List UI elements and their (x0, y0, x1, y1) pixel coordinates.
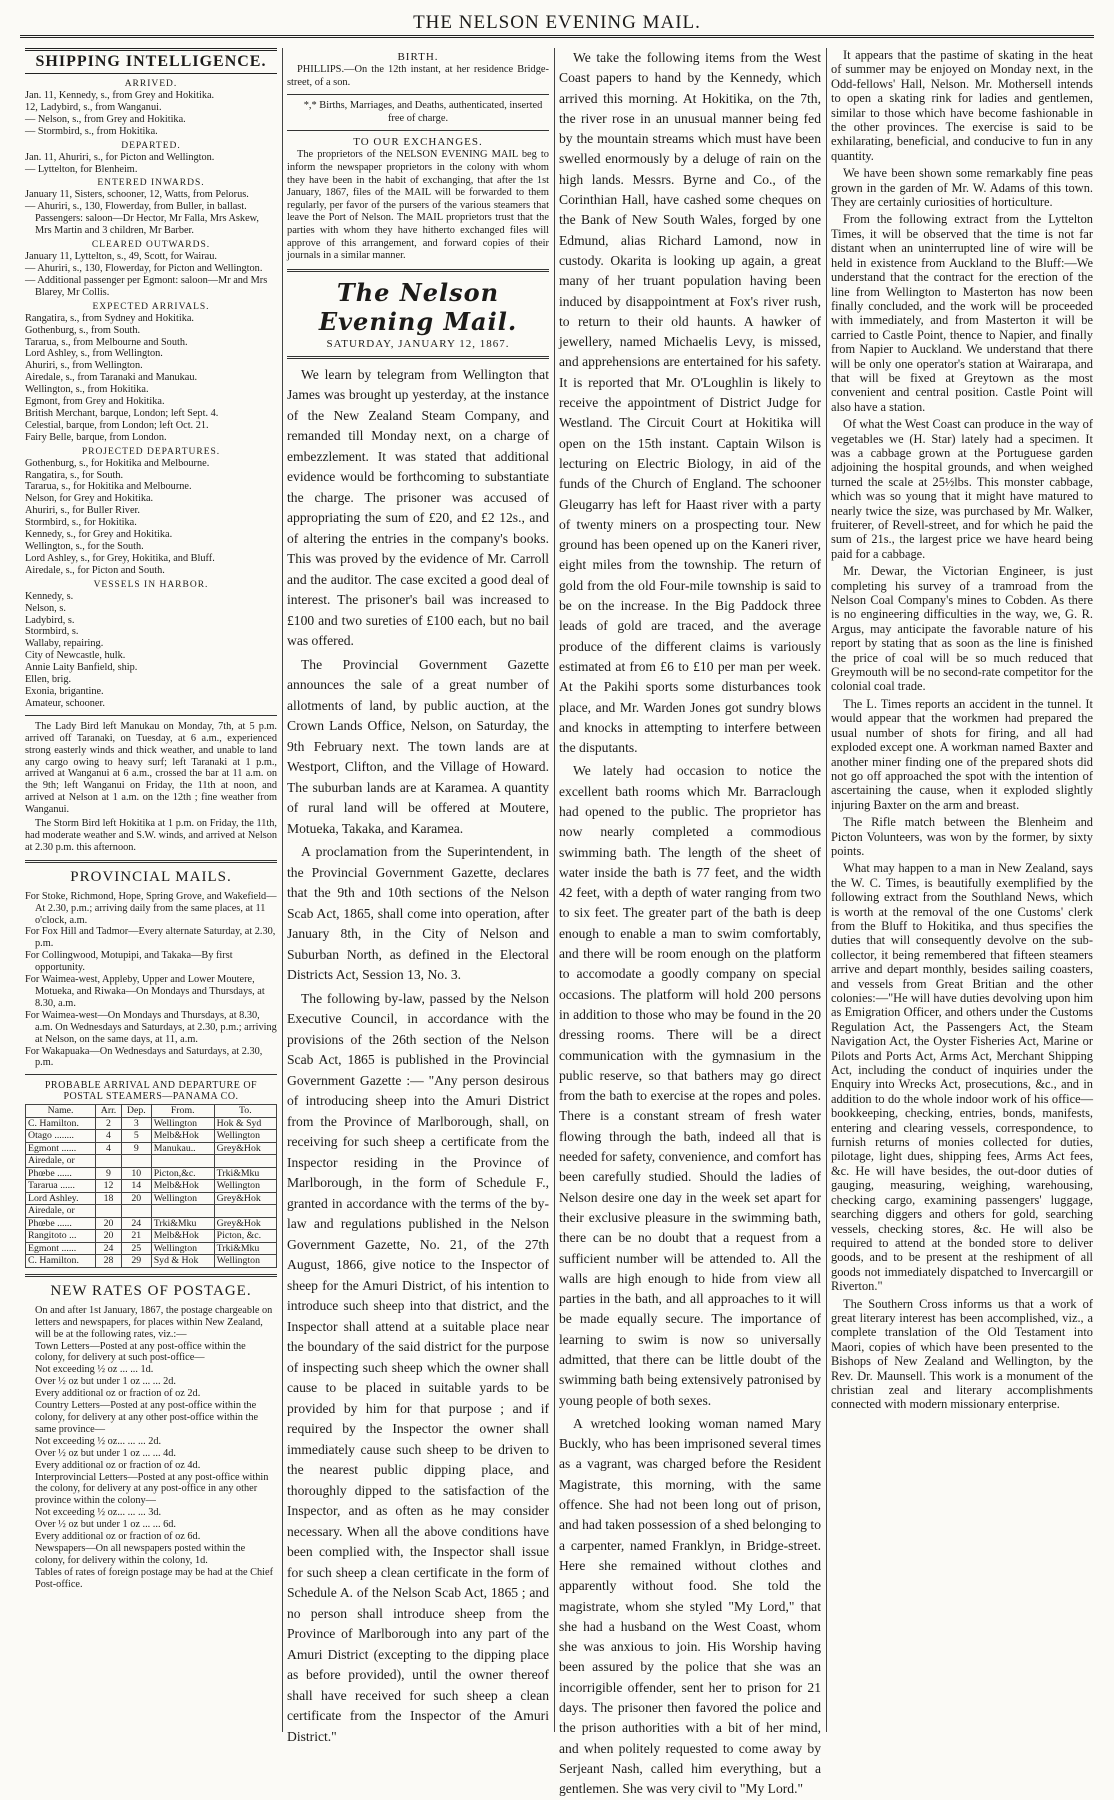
text-line: Gothenburg, s., for Hokitika and Melbourne. (25, 457, 210, 469)
table-cell: 3 (121, 1117, 151, 1130)
text-line: The following by-law, passed by the Nelson Executive Council, in accordance with the provisions of the 26th section of the Nelson Scab Act, 1865 is published in the Provincial Government Gazette :— "Any person desirous of introducing sheep into the Amuri District from the Province of Marlborough, shall, on receiving for such sheep a certificate from the Inspector residing in the Province of Marlborough, in the form of Schedule F., granted in accordance with the terms of the by-law and regulations published in the Nelson Government Gazette, No. 21, of the 27th August, 1866, give notice to the Inspector of sheep for the Amuri District, of his intention to introduce such sheep into that district, and the Inspector shall attend at a suitable place near the boundary of the said district for the purpose of inspecting such sheep which the owner shall cause to be placed in suitable yards to be provided by him for that purpose ; and if required by the Inspector the owner shall immediately cause such sheep to be driven to the nearest public dipping place, and thoroughly dipped to the satisfaction of the Inspector, and as often as he may consider necessary. When all the above conditions have been complied with, the Inspector shall issue for such sheep a clean certificate in the form of Schedule A. of the Nelson Scab Act, 1865 ; and no person shall introduce sheep from the Province of Marlborough into any part of the Amuri District (excepting to the dipping place as before provided), until the owner thereof shall have received for such sheep a clean certificate from the Inspector of the Amuri District." (287, 990, 549, 1744)
table-cell: Airedale, or (26, 1155, 96, 1168)
text-line: For Waimea-west—On Mondays and Thursdays, at 8.30, a.m. On Wednesdays and Saturdays, at 2.30, p.m.; arriving at Nelson, on the same days, at 11, a.m. (25, 1009, 277, 1045)
masthead-rule (20, 35, 1094, 38)
text-line: Over ½ oz but under 1 oz ... ... 6d. (35, 1519, 176, 1531)
text-line: Mr. Dewar, the Victorian Engineer, is just completing his survey of a tramroad from the Nelson Coal Company's mines to Cobden. As there is no engineering difficulties in the way, we, G. R. Argus, may anticipate the favorable nature of his report by stating that as soon as the line is finished the price of coal will be so much reduced that Greymouth will be no second-rate competitor for the colonial coal trade. (831, 564, 1093, 694)
column-1 (25, 48, 277, 1732)
table-cell: Phœbe ...... (26, 1167, 96, 1180)
text-line: 12, Ladybird, s., from Wanganui. (25, 101, 162, 113)
column-3 (559, 48, 821, 1797)
section-rule (287, 94, 549, 95)
text-line: A proclamation from the Superintendent, in the Provincial Government Gazette, declares that the 9th and 10th sections of the Nelson Scab Act, 1865, shall come into operation, after January 8th, in the City of Nelson and Suburban North, as defined in the Electoral Districts Act, Session 13, No. 3. (287, 844, 549, 983)
table-cell: Melb&Hok (151, 1180, 214, 1193)
table-cell: Trki&Mku (214, 1242, 276, 1255)
text-line: — Ahuriri, s., 130, Flowerday, from Buller, in ballast. Passengers: saloon—Dr Hector, Mr Falla, Mrs Askew, Mrs Martin and 3 children, Mr Barber. (25, 201, 259, 237)
text-line: The Rifle match between the Blenheim and Picton Volunteers, was won by the former, by sixty points. (831, 815, 1093, 858)
table-cell: Manukau.. (151, 1142, 214, 1155)
text-line: Wallaby, repairing. (25, 638, 104, 650)
births-free-notice: *,* Births, Marriages, and Deaths, authenticated, inserted free of charge. (303, 100, 543, 124)
table-cell: Wellington (214, 1180, 276, 1193)
table-row (26, 1130, 277, 1143)
text-line: Rangatira, s., for South. (25, 469, 124, 481)
departed-heading: DEPARTED. (121, 140, 181, 151)
editorial-paragraphs (287, 365, 549, 1748)
table-header-row (26, 1105, 277, 1118)
section-rule (287, 356, 549, 359)
table-cell (151, 1205, 214, 1218)
text-line: Every additional oz or fraction of oz 2d. (35, 1388, 201, 1400)
section-rule (25, 1274, 277, 1277)
table-cell: 20 (96, 1230, 122, 1243)
shipping-notes (25, 721, 277, 854)
text-line: Stormbird, s. (25, 626, 79, 638)
table-cell: 9 (96, 1167, 122, 1180)
text-line: Nelson, for Grey and Hokitika. (25, 493, 154, 505)
table-cell: Grey&Hok (214, 1217, 276, 1230)
column-2 (287, 48, 549, 1744)
table-cell: Grey&Hok (214, 1142, 276, 1155)
section-rule (25, 1074, 277, 1075)
table-row (26, 1217, 277, 1230)
table-cell: Egmont ...... (26, 1242, 96, 1255)
text-line: Annie Laity Banfield, ship. (25, 662, 138, 674)
table-row (26, 1205, 277, 1218)
text-line: Not exceeding ½ oz ... ... 1d. (35, 1364, 154, 1376)
text-line: — Lyttelton, for Blenheim. (25, 163, 138, 175)
table-cell: Picton, &c. (214, 1230, 276, 1243)
vessels-in-harbor-list (25, 591, 277, 710)
text-line: Ahuriri, s., from Wellington. (25, 360, 143, 372)
news-items (831, 48, 1093, 1412)
text-line: The Southern Cross informs us that a work of great literary interest has been accomplished, viz., a complete translation of the Old Testament into Maori, copies of which have been presented to the Bishops of New Zealand and Wellington, by the Rev. Dr. Maunsell. This work is a monument of the christian zeal and literary accomplishments connected with modern missionary enterprise. (831, 1296, 1093, 1412)
text-line: Ladybird, s. (25, 614, 75, 626)
table-row (26, 1192, 277, 1205)
table-cell: Picton,&c. (151, 1167, 214, 1180)
text-line: For Stoke, Richmond, Hope, Spring Grove, and Wakefield—At 2.30, p.m.; arriving daily from the same places, at 11 o'clock, a.m. (25, 890, 277, 926)
vessels-in-harbor-heading: VESSELS IN HARBOR. (93, 579, 209, 590)
masthead (20, 10, 1094, 38)
text-line: The Storm Bird left Hokitika at 1 p.m. on Friday, the 11th, had moderate weather and S.W. winds, and arrived at Nelson at 2.30 p.m. this afternoon. (25, 818, 277, 853)
table-cell: Lord Ashley. (26, 1192, 96, 1205)
text-line: We learn by telegram from Wellington that James was brought up yesterday, at the instance of the New Zealand Steam Company, and remanded till Monday next, on a charge of embezzlement. It was stated that additional evidence would be forthcoming to substantiate the charge. The prisoner was accused of appropriating the sum of £20, and £2 12s., and of altering the entries in the company's books. This was proved by the evidence of Mr. Carroll and the auditor. The case excited a good deal of interest. The prisoner's bail was increased to £100 and two sureties of £100 each, but no bail was offered. (287, 366, 549, 649)
text-line: What may happen to a man in New Zealand, says the W. C. Times, is beautifully exemplified by the following extract from the Southland News, which is worth at the removal of the one Customs' clerk from the Bluff to Hokitika, and thus specifies the duties that will consequently devolve on the sub-collector, it being remembered that fifteen steamers arrive and depart monthly, besides sailing coasters, and vessels from Great Britian and the other colonies:—"He will have duties devolving upon him as Emigration Officer, and others under the Customs Regulation Act, the Passengers Act, the Steam Navigation Act, the Oyster Fisheries Act, Marine or Pilots and Ports Act, Arms Act, Merchant Shipping Act, including the conduct of inquiries under the Enquiry into Wrecks Act, prosecutions, &c., and in addition to do the whole indoor work of his office—bookkeeping, checking, entries, bonds, manifests, entering and clearing vessels, correspondence, to furnish returns of monies collected for duties, pilotage, light dues, shipping fees, Arms Act fees, &c. He will have besides, the out-door duties of gauging, measuring, weighing, warehousing, checking cargo, examining passengers' luggage, searching diggers and others for gold, searching vessels, checking stores, &c. He will also be required to attend at the bonded store to deliver goods, and to be present at the reshipment of all goods not immediately dispatched to Invercargill or Riverton." (831, 861, 1093, 1294)
table-row (26, 1230, 277, 1243)
text-line: Exonia, brigantine. (25, 685, 104, 697)
table-cell: 5 (121, 1130, 151, 1143)
nameplate: The Nelson Evening Mail. (318, 277, 518, 336)
departed-list (25, 152, 277, 176)
table-cell: Wellington (151, 1117, 214, 1130)
text-line: Newspapers—On all newspapers posted within the colony, for delivery within the colony, 1d. (35, 1542, 246, 1566)
entered-inwards-heading: ENTERED INWARDS. (97, 178, 205, 189)
table-cell: Melb&Hok (151, 1130, 214, 1143)
table-cell: Otago ........ (26, 1130, 96, 1143)
text-line: Tararua, s., from Melbourne and South. (25, 336, 188, 348)
table-cell: C. Hamilton. (26, 1117, 96, 1130)
text-line: Nelson, s. (25, 602, 66, 614)
text-line: — Stormbird, s., from Hokitika. (25, 125, 158, 137)
provincial-mails-title: PROVINCIAL MAILS. (70, 868, 232, 885)
table-row (26, 1180, 277, 1193)
table-header-cell: From. (151, 1105, 214, 1118)
table-body (26, 1117, 277, 1267)
table-cell: 24 (96, 1242, 122, 1255)
text-line: Egmont, from Grey and Hokitika. (25, 396, 165, 408)
table-cell (96, 1155, 122, 1168)
text-line: We have been shown some remarkably fine peas grown in the garden of Mr. W. Adams of this town. They are certainly curiosities of horticulture. (831, 166, 1093, 210)
table-header-cell: Dep. (121, 1105, 151, 1118)
text-line: Stormbird, s., for Hokitika. (25, 517, 137, 529)
table-row (26, 1117, 277, 1130)
table-cell: Wellington (151, 1192, 214, 1205)
text-line: Amateur, schooner. (25, 697, 105, 709)
text-line: British Merchant, barque, London; left Sept. 4. (25, 407, 219, 419)
text-line: Country Letters—Posted at any post-office within the colony, for delivery at any other post-office within the same province— (35, 1400, 259, 1435)
table-cell: Trki&Mku (151, 1217, 214, 1230)
text-line: We lately had occasion to notice the excellent bath rooms which Mr. Barraclough had opened to the public. The proprietor has now nearly completed a commodious swimming bath. The length of the sheet of water inside the bath is 77 feet, and the width 42 feet, with a depth of water ranging from two to six feet. The greater part of the bath is deep enough to enable a man to swim comfortably, and there will be room enough on the platform to accomodate a goodly company on special occasions. The platform will hold 200 persons in addition to those who may be found in the 20 dressing rooms. There will be a direct communication with the gymnasium in the public reserve, so that bathers may go direct from the bath to exercise at the ropes and poles. There is a constant stream of fresh water flowing through the bath, indeed all that is needed for safety, convenience, and comfort has been carefully studied. Should the ladies of Nelson desire one day in the week set apart for their exclusive pleasure in the swimming bath, there can be no doubt that a request from a sufficient number will be attended to. All the walls are high enough to hide from view all parties in the bath, and all approaches to it will be made equally secure. The importance of learning to swim is now so universally admitted, that there can be little doubt of the swimming bath being extensively patronised by young people of both sexes. (559, 763, 821, 1408)
table-cell (121, 1205, 151, 1218)
text-line: Over ½ oz but under 1 oz ... ... 2d. (35, 1376, 176, 1388)
table-cell: 4 (96, 1142, 122, 1155)
issue-date: SATURDAY, JANUARY 12, 1867. (326, 337, 510, 350)
text-line: Tararua, s., for Hokitika and Melbourne. (25, 481, 192, 493)
table-cell: 20 (121, 1192, 151, 1205)
arrived-list (25, 90, 277, 138)
text-line: Every additional oz or fraction of oz 6d. (35, 1531, 201, 1543)
column-divider (826, 48, 827, 1732)
section-rule (25, 715, 277, 716)
table-cell (96, 1205, 122, 1218)
postage-title: NEW RATES OF POSTAGE. (50, 1282, 252, 1299)
text-line: Not exceeding ½ oz... ... ... 2d. (35, 1435, 162, 1447)
text-line: Wellington, s., for the South. (25, 541, 144, 552)
birth-heading: BIRTH. (397, 51, 439, 63)
text-line: Airedale, s., for Picton and South. (25, 564, 165, 576)
table-cell: Egmont ...... (26, 1142, 96, 1155)
text-line: Lord Ashley, s., from Wellington. (25, 348, 163, 360)
table-header-cell: To. (214, 1105, 276, 1118)
table-cell: 12 (96, 1180, 122, 1193)
table-row (26, 1167, 277, 1180)
column-divider (282, 48, 283, 1732)
text-line: Rangatira, s., from Sydney and Hokitika. (25, 312, 195, 324)
table-cell: 9 (121, 1142, 151, 1155)
text-line: Not exceeding ½ oz... ... ... 3d. (35, 1507, 162, 1519)
arrived-heading: ARRIVED. (124, 79, 178, 89)
text-line: Interprovincial Letters—Posted at any post-office within the colony, for delivery at any post-office in any other province within the colony— (35, 1471, 269, 1507)
table-cell: 2 (96, 1117, 122, 1130)
table-row (26, 1242, 277, 1255)
text-line: From the following extract from the Lyttelton Times, it will be observed that the time is not far distant when an uninterrupted line of wire will be held in existence from Auckland to the Bluff:—We understand that the contract for the erection of the line from Wellington to Masterton has now been finally concluded, and the work will be proceeded with immediately, and from Masterton it will be carried to Castle Point, thence to Napier, and finally from Napier to Auckland. We understand that there will be only one operator's station at Wairarapa, and that will be fixed at Greytown as the most convenient and central position. Castle Point will also have a station. (831, 212, 1093, 414)
birth-notice: PHILLIPS.—On the 12th instant, at her residence Bridge-street, of a son. (287, 64, 549, 88)
text-line: — Additional passenger per Egmont: saloon—Mr and Mrs Blarey, Mr Collis. (25, 274, 268, 298)
column-4 (831, 48, 1093, 1732)
text-line: Wellington, s., from Hokitika. (25, 384, 149, 396)
text-line: For Wakapuaka—On Wednesdays and Saturdays, at 2.30, p.m. (25, 1045, 263, 1069)
text-line: January 11, Sisters, schooner, 12, Watts, from Pelorus. (25, 189, 249, 201)
text-line: January 11, Lyttelton, s., 49, Scott, for Wairau. (25, 251, 217, 263)
text-line: On and after 1st January, 1867, the postage chargeable on letters and newspapers, for places within New Zealand, will be at the following rates, viz.:— (35, 1304, 273, 1340)
text-line: Kennedy, s. (25, 590, 74, 602)
table-cell (121, 1155, 151, 1168)
text-line: City of Newcastle, hulk. (25, 650, 126, 662)
text-line: It appears that the pastime of skating in the heat of summer may be enjoyed on Monday next, in the Odd-fellows' Hall, Nelson. Mr. Mothersell intends to open a skating rink for ladies and gentlemen, similar to those which have become fashionable in the other provinces. The exercise is said to be exhilarating, beneficial, and conducive to fun in any quantity. (831, 48, 1093, 163)
exchanges-text: The proprietors of the NELSON EVENING MAIL beg to inform the newspaper proprietors in the colony with whom they have been in the habit of exchanging, that after the 1st January, 1867, files of the MAIL will be forwarded to them regularly, per favor of the pursers of the various steamers that leave the Port of Nelson. The MAIL proprietors trust that the parties with whom they have hitherto exchanged files will approve of this arrangement, and forward copies of their journals in a similar manner. (287, 149, 549, 262)
section-rule (25, 860, 277, 863)
section-rule (287, 269, 549, 272)
text-line: The Provincial Government Gazette announces the sale of a great number of allotments of land, by public auction, at the Crown Lands Office, Nelson, on Saturday, the 9th February next. The town lands are at Westport, Clifton, and the Village of Howard. The suburban lands are at Karamea. A quantity of rural land will be offered at Moutere, Motueka, Takaka, and Karamea. (287, 656, 549, 836)
text-line: A wretched looking woman named Mary Buckly, who has been imprisoned several times as a vagrant, was charged before the Resident Magistrate, this morning, with the same offence. She had not been long out of prison, and had taken possession of a shed belonging to a carpenter, named Franklyn, in Bridge-street. Here she remained without clothes and apparently without food. She told the magistrate, whom she styled "My Lord," that she had a husband on the West Coast, whom she was anxious to join. His Worship having been assured by the police that she was an incorrigible offender, sent her to prison for 21 days. The prisoner then favored the police and the prison authorities with a bit of her mind, and when politely requested to come away by Serjeant Nash, called him everything, but a gentlemen. She was very civil to "My Lord." (559, 1415, 821, 1797)
masthead-title: THE NELSON EVENING MAIL. (413, 12, 701, 33)
text-line: Fairy Belle, barque, from London. (25, 431, 167, 443)
text-line: Kennedy, s., for Grey and Hokitika. (25, 529, 173, 541)
table-cell: 10 (121, 1167, 151, 1180)
projected-departures-list (25, 458, 277, 577)
table-cell: Grey&Hok (214, 1192, 276, 1205)
table-header-cell: Arr. (96, 1105, 122, 1118)
text-line: Ahuriri, s., for Buller River. (25, 505, 140, 517)
text-line: Every additional oz or fraction of oz 4d. (35, 1459, 201, 1471)
table-cell (151, 1155, 214, 1168)
projected-departures-heading: PROJECTED DEPARTURES. (81, 446, 221, 457)
table-row (26, 1255, 277, 1268)
cleared-outwards-heading: CLEARED OUTWARDS. (91, 240, 211, 251)
text-line: Lord Ashley, s., for Grey, Hokitika, and Bluff. (25, 552, 215, 564)
text-line: Town Letters—Posted at any post-office within the colony, for delivery at such post-office— (35, 1340, 246, 1364)
exchanges-heading: TO OUR EXCHANGES. (353, 136, 483, 149)
table-row (26, 1155, 277, 1168)
table-header-cell: Name. (26, 1105, 96, 1118)
table-cell: Hok & Syd (214, 1117, 276, 1130)
expected-arrivals-heading: EXPECTED ARRIVALS. (92, 301, 210, 312)
table-cell: Phœbe ...... (26, 1217, 96, 1230)
postal-table-caption: PROBABLE ARRIVAL AND DEPARTURE OF POSTAL STEAMERS—PANAMA CO. (44, 1080, 258, 1103)
table-cell: 28 (96, 1255, 122, 1268)
table-cell: Rangitoto ... (26, 1230, 96, 1243)
column-divider (554, 48, 555, 1732)
text-line: Of what the West Coast can produce in the way of vegetables we (H. Star) lately had a specimen. It was a cabbage grown at the Portuguese garden adjoining the hospital grounds, and when weighed turned the scale at 25½lbs. This monster cabbage, which was so young that it might have matured to nearly twice the size, was purchased by Mr. Walker, fruiterer, of Revell-street, and for which he paid the sum of 21s., the largest price we have heard being paid for a cabbage. (831, 417, 1093, 561)
text-line: Airedale, s., from Taranaki and Manukau. (25, 372, 198, 384)
table-cell: 4 (96, 1130, 122, 1143)
table-cell: Melb&Hok (151, 1230, 214, 1243)
provincial-mails-list (25, 891, 277, 1070)
text-line: Gothenburg, s., from South. (25, 324, 141, 336)
table-cell: 20 (96, 1217, 122, 1230)
table-cell: Airedale, or (26, 1205, 96, 1218)
table-cell: Wellington (214, 1130, 276, 1143)
postage-lines (25, 1305, 277, 1591)
text-line: For Waimea-west, Appleby, Upper and Lower Moutere, Motueka, and Riwaka—On Mondays and Thursdays, at 8.30, a.m. (25, 974, 265, 1009)
text-line: The L. Times reports an accident in the tunnel. It would appear that the workmen had prepared the usual number of shots for firing, and all had exploded except one. A workman named Baxter and another miner finding one of the prepared shots did not go off approached the spot with the intention of ascertaining the cause, when it exploded slightly injuring Baxter on the arm and breast. (831, 696, 1093, 812)
table-cell: Syd & Hok (151, 1255, 214, 1268)
table-cell: Wellington (214, 1255, 276, 1268)
table-cell: Tararua ...... (26, 1180, 96, 1193)
text-line: Over ½ oz but under 1 oz ... ... 4d. (35, 1447, 176, 1459)
postal-steamers-table (25, 1104, 277, 1268)
table-cell: 14 (121, 1180, 151, 1193)
text-line: For Fox Hill and Tadmor—Every alternate Saturday, at 2.30, p.m. (25, 926, 276, 950)
news-paragraphs (559, 48, 821, 1800)
table-cell: 29 (121, 1255, 151, 1268)
text-line: Jan. 11, Kennedy, s., from Grey and Hokitika. (25, 90, 215, 101)
text-line: Celestial, barque, from London; left Oct. 21. (25, 419, 209, 431)
entered-inwards-list (25, 189, 277, 237)
text-line: The Lady Bird left Manukau on Monday, 7th, at 5 p.m. arrived off Taranaki, on Tuesday, at 6 a.m., experienced strong easterly winds and thick weather, and unable to land any cargo owing to heavy surf; left Taranaki at 1 p.m., arrived at Wanganui at 6 a.m., crossed the bar at 11 a.m. on the 9th; left Wanganui on Friday, the 11th at noon, and arrived at Nelson at 1 a.m. on the 12th ; fine weather from Wanganui. (25, 720, 277, 816)
table-cell (214, 1155, 276, 1168)
table-cell: 21 (121, 1230, 151, 1243)
table-cell: Trki&Mku (214, 1167, 276, 1180)
cleared-outwards-list (25, 251, 277, 299)
text-line: Ellen, brig. (25, 674, 72, 686)
shipping-title: SHIPPING INTELLIGENCE. (25, 48, 277, 74)
table-cell: 24 (121, 1217, 151, 1230)
table-row (26, 1142, 277, 1155)
table-cell: C. Hamilton. (26, 1255, 96, 1268)
text-line: Tables of rates of foreign postage may be had at the Chief Post-office. (35, 1566, 274, 1590)
text-line: We take the following items from the West Coast papers to hand by the Kennedy, which arrived this morning. At Hokitika, on the 7th, the river rose in an unusual manner being fed by the mountain streams which must have been swelled enormously by a deluge of rain on the high lands. Messrs. Byrne and Co., of the Corinthian Hall, have cashed some cheques on the Bank of New South Wales, forged by one Edmund, alias Richard Lamond, now in custody. Okarita is looking up again, a great many of her truant population having been induced by disappointment at Fox's river rush, to return to their old haunts. A hawker of jewellery, named Michaelis Levy, is missed, and apprehensions are entertained for his safety. It is reported that Mr. O'Loughlin is likely to receive the appointment of District Judge for Westland. The Circuit Court at Hokitika will open on the 15th instant. Captain Wilson is lecturing on Electric Biology, in aid of the funds of the Church of England. The schooner Gleugarry has left for Haast river with a party of twenty miners on a prospecting tour. New ground has been opened up on the Kaneri river, eight miles from the township. The return of gold from the old Four-mile township is said to be on the increase. In the Big Paddock three leads of gold are traced, and the average produce of the different claims is variously estimated at from £6 to £10 per man per week. At the Pakihi sports some disturbances took place, and Mr. Warden Jones got sundry blows and knocks in attempting to interfere between the disputants. (559, 50, 821, 756)
text-line: — Ahuriri, s., 130, Flowerday, for Picton and Wellington. (25, 262, 263, 274)
text-line: Jan. 11, Ahuriri, s., for Picton and Wellington. (25, 151, 215, 163)
text-line: — Nelson, s., from Grey and Hokitika. (25, 113, 186, 125)
text-line: For Collingwood, Motupipi, and Takaka—By first opportunity. (25, 950, 233, 974)
table-cell: 25 (121, 1242, 151, 1255)
section-rule (287, 130, 549, 131)
table-cell: Wellington (151, 1242, 214, 1255)
table-cell: 18 (96, 1192, 122, 1205)
expected-arrivals-list (25, 313, 277, 444)
table-cell (214, 1205, 276, 1218)
